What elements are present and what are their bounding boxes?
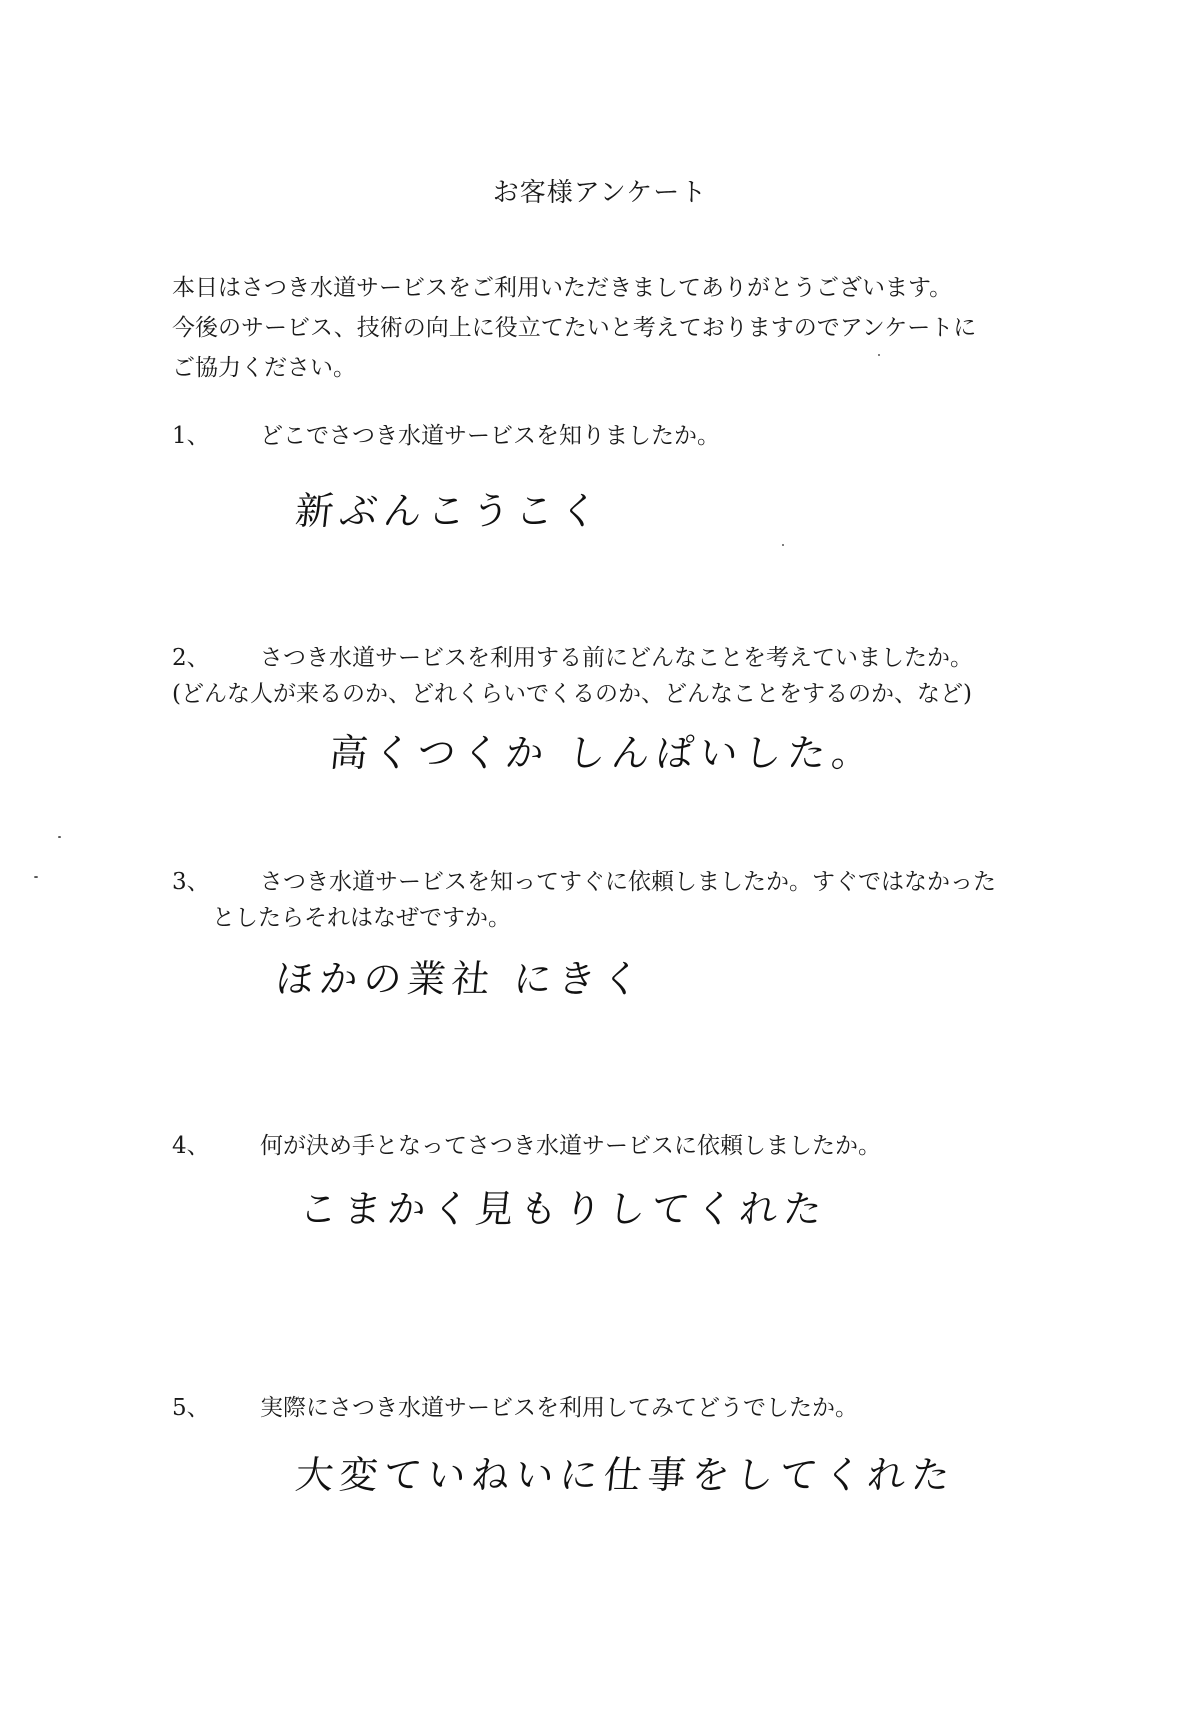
question-text: どこでさつき水道サービスを知りましたか。 xyxy=(260,423,720,449)
intro-paragraph xyxy=(172,268,1072,388)
intro-line: 今後のサービス、技術の向上に役立てたいと考えておりますのでアンケートに xyxy=(172,315,977,341)
question-text: さつき水道サービスを利用する前にどんなことを考えていましたか。 xyxy=(260,645,973,671)
question-number: 4、 xyxy=(172,1133,210,1159)
question-text-continued: (どんな人が来るのか、どれくらいでくるのか、どんなことをするのか、など) xyxy=(172,681,972,707)
handwritten-answer-3: ほかの業社 にきく xyxy=(273,957,649,1001)
question-number: 5、 xyxy=(172,1395,210,1421)
page-title: お客様アンケート xyxy=(492,178,708,208)
question-number: 2、 xyxy=(172,645,210,671)
handwritten-answer-4: こまかく見もりしてくれた xyxy=(297,1187,830,1231)
scan-speck xyxy=(34,876,38,878)
question-text-continued: としたらそれはなぜですか。 xyxy=(212,905,511,931)
question-text: 実際にさつき水道サービスを利用してみてどうでしたか。 xyxy=(260,1395,858,1421)
handwritten-answer-1: 新ぶんこうこく xyxy=(293,489,606,533)
question-text: 何が決め手となってさつき水道サービスに依頼しましたか。 xyxy=(260,1133,881,1159)
intro-line: 本日はさつき水道サービスをご利用いただきましてありがとうございます。 xyxy=(172,275,953,301)
question-text: さつき水道サービスを知ってすぐに依頼しましたか。すぐではなかった xyxy=(260,869,996,895)
scan-speck xyxy=(878,354,880,356)
scan-speck xyxy=(782,544,784,546)
question-number: 3、 xyxy=(172,869,210,895)
handwritten-answer-2: 高くつくか しんぱいした。 xyxy=(327,731,879,775)
scan-speck xyxy=(58,836,61,838)
question-number: 1、 xyxy=(172,423,210,449)
intro-line: ご協力ください。 xyxy=(172,355,356,381)
handwritten-answer-5: 大変ていねいに仕事をしてくれた xyxy=(293,1453,958,1497)
